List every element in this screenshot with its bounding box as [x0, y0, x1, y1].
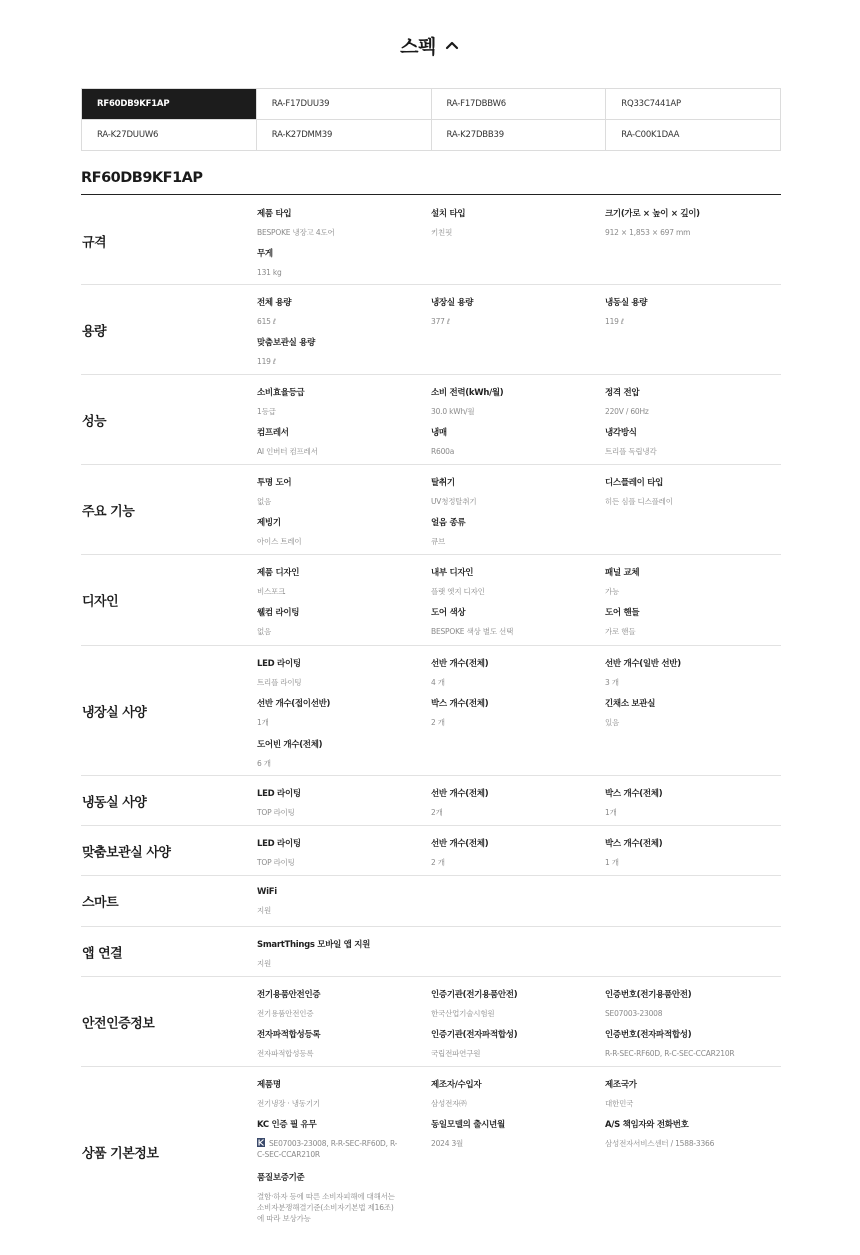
spec-label: 인증번호(전기용품안전) — [605, 990, 692, 1000]
spec-label: 선반 개수(일반 선반) — [605, 659, 681, 669]
model-tab[interactable]: RA-K27DMM39 — [257, 120, 432, 151]
spec-item — [605, 426, 657, 457]
spec-item — [605, 606, 639, 637]
spec-value: 119 ℓ — [257, 357, 276, 366]
model-tab[interactable]: RQ33C7441AP — [606, 89, 781, 120]
spec-item — [257, 247, 282, 278]
spec-value: SE07003-23008 — [605, 1009, 663, 1018]
spec-section-fridge — [81, 646, 781, 776]
spec-label: 내부 디자인 — [431, 568, 474, 578]
spec-value: 4 개 — [431, 678, 445, 687]
spec-label: WiFi — [257, 887, 277, 897]
spec-label: 투명 도어 — [257, 478, 292, 488]
spec-label: 제품 디자인 — [257, 568, 300, 578]
spec-section-capacity — [81, 285, 781, 375]
spec-value: R-R-SEC-RF60D, R-C-SEC-CCAR210R — [605, 1049, 735, 1058]
spec-item — [431, 988, 517, 1019]
spec-value: 1 개 — [605, 858, 619, 867]
spec-label: 소비 전력(kWh/월) — [431, 388, 504, 398]
spec-value: 키친핏 — [431, 228, 453, 237]
spec-value: 2 개 — [431, 718, 445, 727]
spec-label: 도어 색상 — [431, 608, 466, 618]
spec-label: 박스 개수(전체) — [605, 789, 663, 799]
spec-label: 전기용품안전인증 — [257, 990, 321, 1000]
spec-label: 웰컴 라이팅 — [257, 608, 300, 618]
spec-value: 912 × 1,853 × 697 mm — [605, 228, 691, 237]
spec-item — [431, 606, 513, 637]
spec-section-custom-storage — [81, 826, 781, 876]
spec-item — [605, 1118, 714, 1149]
spec-item — [257, 697, 330, 728]
spec-item — [257, 516, 301, 547]
spec-label: 인증기관(전자파적합성) — [431, 1030, 518, 1040]
spec-section-dimensions — [81, 195, 781, 285]
spec-value: 전기냉장 · 냉동기기 — [257, 1099, 320, 1108]
spec-item — [257, 606, 299, 637]
spec-label: 선반 개수(전체) — [431, 789, 489, 799]
spec-value: 2024 3월 — [431, 1139, 464, 1148]
kc-mark-icon — [257, 1138, 265, 1147]
spec-header[interactable] — [0, 30, 860, 60]
spec-value: 히든 심플 디스플레이 — [605, 497, 673, 506]
spec-value: 대한민국 — [605, 1099, 634, 1108]
spec-category-label: 냉장실 사양 — [82, 705, 147, 721]
spec-value: 플랫 엣지 디자인 — [431, 587, 485, 596]
spec-value: 30.0 kWh/월 — [431, 407, 475, 416]
spec-label: 품질보증기준 — [257, 1173, 305, 1183]
spec-label: 박스 개수(전체) — [605, 839, 663, 849]
spec-item — [431, 516, 465, 547]
model-tab[interactable]: RA-K27DBB39 — [432, 120, 607, 151]
spec-value: 131 kg — [257, 268, 282, 277]
chevron-up-icon[interactable] — [444, 37, 460, 53]
spec-item — [257, 386, 304, 417]
spec-category-label: 냉동실 사양 — [82, 795, 147, 811]
spec-value: 전자파적합성등록 — [257, 1049, 314, 1058]
spec-item — [257, 566, 299, 597]
spec-item — [257, 657, 301, 688]
spec-item — [605, 566, 639, 597]
spec-label: A/S 책임자와 전화번호 — [605, 1120, 689, 1130]
spec-value: 결함·하자 등에 따른 소비자피해에 대해서는 소비자분쟁해결기준(소비자기본법 제16조)에 따라 보상가능 — [257, 1192, 395, 1223]
spec-item — [257, 787, 301, 818]
spec-label: KC 인증 필 유무 — [257, 1120, 317, 1130]
spec-label: 소비효율등급 — [257, 388, 305, 398]
spec-item — [605, 1078, 637, 1109]
spec-label: 패널 교체 — [605, 568, 640, 578]
spec-value: 지원 — [257, 906, 272, 915]
spec-item — [257, 426, 318, 457]
spec-section-smart — [81, 876, 781, 927]
spec-category-label: 상품 기본정보 — [82, 1146, 159, 1162]
model-tab[interactable]: RA-K27DUUW6 — [82, 120, 257, 151]
model-tab[interactable]: RF60DB9KF1AP — [82, 89, 257, 120]
spec-item — [431, 426, 454, 457]
spec-value: 2 개 — [431, 858, 445, 867]
spec-title: 스펙 — [400, 35, 436, 58]
model-tab[interactable]: RA-C00K1DAA — [606, 120, 781, 151]
spec-value: 삼성전자㈜ — [431, 1099, 467, 1108]
spec-value: 3 개 — [605, 678, 619, 687]
spec-value: 아이스 트레이 — [257, 537, 302, 546]
spec-section-basic-info — [81, 1067, 781, 1242]
spec-item — [257, 207, 335, 238]
spec-value: 615 ℓ — [257, 317, 276, 326]
spec-value: 국립전파연구원 — [431, 1049, 481, 1058]
model-tab[interactable]: RA-F17DUU39 — [257, 89, 432, 120]
spec-value: BESPOKE 색상 별도 선택 — [431, 627, 514, 636]
spec-item — [257, 1028, 320, 1059]
spec-item — [431, 1118, 505, 1149]
spec-label: 맞춤보관실 용량 — [257, 338, 316, 348]
spec-value: 없음 — [257, 497, 272, 506]
spec-section-key-features — [81, 465, 781, 555]
spec-item — [257, 938, 370, 969]
spec-value: 한국산업기술시험원 — [431, 1009, 495, 1018]
spec-value: 전기용품안전인증 — [257, 1009, 314, 1018]
spec-item — [257, 336, 315, 367]
spec-label: 박스 개수(전체) — [431, 699, 489, 709]
spec-item — [431, 566, 485, 597]
spec-item — [257, 988, 320, 1019]
spec-value: 1개 — [257, 718, 269, 727]
spec-category-label: 디자인 — [82, 594, 119, 610]
spec-section-certification — [81, 977, 781, 1067]
spec-value: TOP 라이팅 — [257, 858, 295, 867]
spec-item — [605, 657, 681, 688]
spec-label: 인증기관(전기용품안전) — [431, 990, 518, 1000]
spec-item — [431, 386, 503, 417]
spec-category-label: 용량 — [82, 324, 107, 340]
spec-item — [257, 1118, 402, 1160]
spec-value: TOP 라이팅 — [257, 808, 295, 817]
spec-label: 긴채소 보관실 — [605, 699, 656, 709]
spec-label: 도어 핸들 — [605, 608, 640, 618]
spec-value: 1개 — [605, 808, 617, 817]
spec-label: 무게 — [257, 249, 273, 259]
spec-item — [431, 657, 488, 688]
spec-label: 제품 타입 — [257, 209, 292, 219]
spec-label: 제조국가 — [605, 1080, 637, 1090]
spec-item — [605, 697, 655, 728]
spec-label: 인증번호(전자파적합성) — [605, 1030, 692, 1040]
spec-label: 정격 전압 — [605, 388, 640, 398]
spec-label: LED 라이팅 — [257, 789, 301, 799]
spec-category-label: 맞춤보관실 사양 — [82, 845, 171, 861]
spec-value: 가로 핸들 — [605, 627, 636, 636]
spec-item — [431, 476, 476, 507]
spec-value: 비스포크 — [257, 587, 286, 596]
spec-item — [605, 988, 691, 1019]
spec-item — [605, 476, 673, 507]
spec-value: AI 인버터 컴프레서 — [257, 447, 318, 456]
spec-label: 제품명 — [257, 1080, 281, 1090]
spec-label: 냉동실 용량 — [605, 298, 648, 308]
spec-value: 1등급 — [257, 407, 276, 416]
spec-value: 377 ℓ — [431, 317, 450, 326]
spec-label: 컴프레서 — [257, 428, 289, 438]
spec-value: 119 ℓ — [605, 317, 624, 326]
spec-label: 전자파적합성등록 — [257, 1030, 321, 1040]
spec-category-label: 규격 — [82, 235, 107, 251]
spec-label: 제조자/수입자 — [431, 1080, 482, 1090]
spec-section-freezer — [81, 776, 781, 826]
spec-category-label: 주요 기능 — [82, 504, 135, 520]
spec-category-label: 스마트 — [82, 895, 119, 911]
spec-value: 6 개 — [257, 759, 271, 768]
spec-item — [605, 837, 662, 868]
spec-item — [431, 1078, 481, 1109]
selected-model-title: RF60DB9KF1AP — [81, 170, 203, 186]
spec-item — [257, 887, 277, 916]
spec-section-performance — [81, 375, 781, 465]
spec-item — [257, 837, 301, 868]
spec-value: 트리플 라이팅 — [257, 678, 302, 687]
spec-value: 없음 — [257, 627, 272, 636]
spec-item — [605, 787, 662, 818]
spec-item — [605, 1028, 734, 1059]
spec-label: 탈취기 — [431, 478, 455, 488]
spec-label: 전체 용량 — [257, 298, 292, 308]
spec-value: 가능 — [605, 587, 620, 596]
spec-item — [431, 207, 465, 238]
spec-value: 지원 — [257, 959, 272, 968]
spec-label: 제빙기 — [257, 518, 281, 528]
spec-value: R600a — [431, 447, 455, 456]
spec-item — [431, 787, 488, 818]
spec-label: LED 라이팅 — [257, 839, 301, 849]
spec-label: 동일모델의 출시년월 — [431, 1120, 505, 1130]
spec-value: 220V / 60Hz — [605, 407, 649, 416]
spec-value: 2개 — [431, 808, 443, 817]
spec-category-label: 앱 연결 — [82, 946, 123, 962]
spec-item — [431, 1028, 517, 1059]
spec-item — [257, 738, 322, 769]
spec-label: 디스플레이 타입 — [605, 478, 664, 488]
spec-item — [257, 1171, 399, 1224]
spec-label: 냉매 — [431, 428, 447, 438]
spec-label: 선반 개수(전체) — [431, 659, 489, 669]
spec-value: SE07003-23008, R-R-SEC-RF60D, R-C-SEC-CCAR210R — [257, 1139, 398, 1159]
spec-item — [431, 697, 488, 728]
model-tab[interactable]: RA-F17DBBW6 — [432, 89, 607, 120]
spec-item — [605, 207, 700, 238]
spec-value: 삼성전자서비스센터 / 1588-3366 — [605, 1139, 715, 1148]
spec-value: 큐브 — [431, 537, 446, 546]
spec-category-label: 성능 — [82, 414, 107, 430]
spec-item — [257, 296, 291, 327]
spec-label: SmartThings 모바일 앱 지원 — [257, 940, 371, 950]
spec-label: 선반 개수(접이선반) — [257, 699, 331, 709]
spec-item — [605, 386, 649, 417]
spec-label: 선반 개수(전체) — [431, 839, 489, 849]
spec-label: 얼음 종류 — [431, 518, 466, 528]
spec-value: BESPOKE 냉장고 4도어 — [257, 228, 335, 237]
spec-item — [431, 837, 488, 868]
spec-item — [257, 476, 291, 507]
spec-value: 트리플 독립냉각 — [605, 447, 657, 456]
spec-section-design — [81, 555, 781, 646]
spec-section-app — [81, 927, 781, 977]
spec-label: 냉각방식 — [605, 428, 637, 438]
spec-item — [257, 1078, 320, 1109]
spec-category-label: 안전인증정보 — [82, 1016, 155, 1032]
spec-label: 크기(가로 × 높이 × 깊이) — [605, 209, 700, 219]
model-tab-grid — [81, 88, 781, 151]
spec-item — [431, 296, 473, 327]
spec-value: 있음 — [605, 718, 620, 727]
spec-label: 도어빈 개수(전체) — [257, 740, 323, 750]
spec-label: 설치 타입 — [431, 209, 466, 219]
spec-label: 냉장실 용량 — [431, 298, 474, 308]
spec-value: UV청정탈취기 — [431, 497, 477, 506]
spec-label: LED 라이팅 — [257, 659, 301, 669]
spec-item — [605, 296, 647, 327]
